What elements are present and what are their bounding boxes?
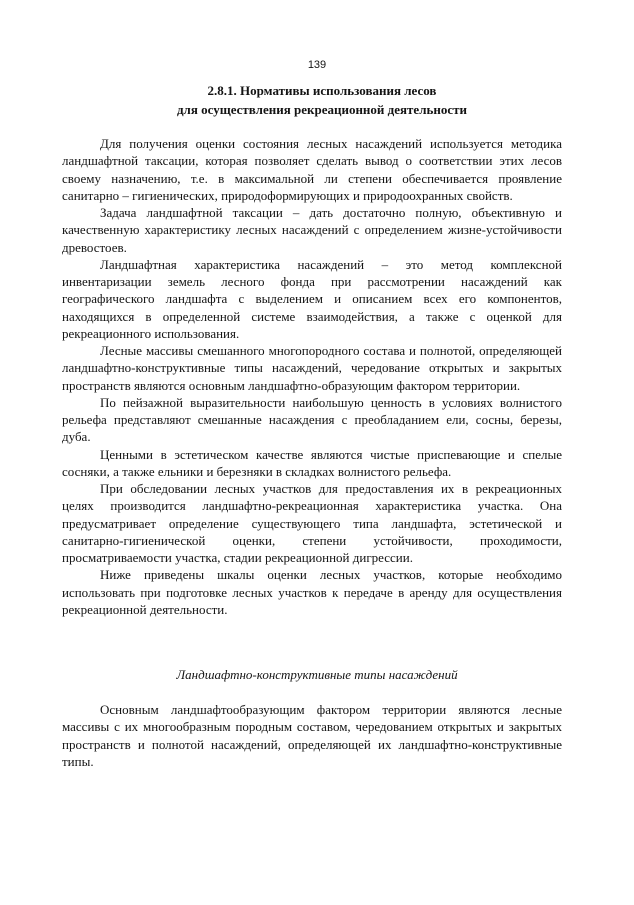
paragraph: Ниже приведены шкалы оценки лесных участков, которые необходимо использовать при подготовке лесных участков к передаче в аренду для осуществления рекреационной деятельности. <box>62 567 562 617</box>
paragraph: При обследовании лесных участков для предоставления их в рекреационных целях производится ландшафтно-рекреационная характеристика участка. Она предусматривает определение существующего типа ландшафта, эстетической и санитарно-гигиенической оценки, степени устойчивости, проходимости, просматриваемости участка, стадии рекреационной дигрессии. <box>62 481 562 565</box>
paragraph: Задача ландшафтной таксации – дать достаточно полную, объективную и качественную характеристику лесных насаждений с определением жизне-устойчивости древостоев. <box>62 205 562 255</box>
section-title-line-2: для осуществления рекреационной деятельности <box>176 102 468 117</box>
page-number: 139 <box>307 59 327 71</box>
subsection-heading: Ландшафтно-конструктивные типы насаждений <box>176 667 458 682</box>
paragraph: Для получения оценки состояния лесных насаждений используется методика ландшафтной таксации, которая позволяет сделать вывод о соответствии этих лесов своему назначению, т.е. в максимальной ли степени обеспечивается проявление санитарно – гигиенических, природоформирующих и природоохранных свойств. <box>62 136 562 203</box>
paragraph: Ценными в эстетическом качестве являются чистые приспевающие и спелые сосняки, а также ельники и березняки в складках волнистого рельефа. <box>62 446 562 479</box>
paragraph: Основным ландшафтообразующим фактором территории являются лесные массивы с их многообразным породным составом, чередованием открытых и закрытых пространств и полнотой насаждений, определяющей их ландшафтно-конструктивные типы. <box>62 702 562 769</box>
paragraph: По пейзажной выразительности наибольшую ценность в условиях волнистого рельефа представляют смешанные насаждения с преобладанием ели, сосны, березы, дуба. <box>62 394 562 445</box>
body-text-2 <box>62 701 562 770</box>
paragraph: Лесные массивы смешанного многопородного состава и полнотой, определяющей ландшафтно-конструктивные типы насаждений, чередование открытых и закрытых пространств являются основным ландшафтно-образующим фактором территории. <box>62 343 562 393</box>
section-title-line-1: 2.8.1. Нормативы использования лесов <box>207 83 437 98</box>
paragraph: Ландшафтная характеристика насаждений – это метод комплексной инвентаризации земель лесного фонда при рассмотрении насаждений как географического ландшафта с выделением и описанием всех его компонентов, находящихся в определенной системе взаимодействия, а также с оценкой для рекреационного использования. <box>62 256 562 341</box>
section-title <box>62 81 582 119</box>
body-text <box>62 135 562 618</box>
